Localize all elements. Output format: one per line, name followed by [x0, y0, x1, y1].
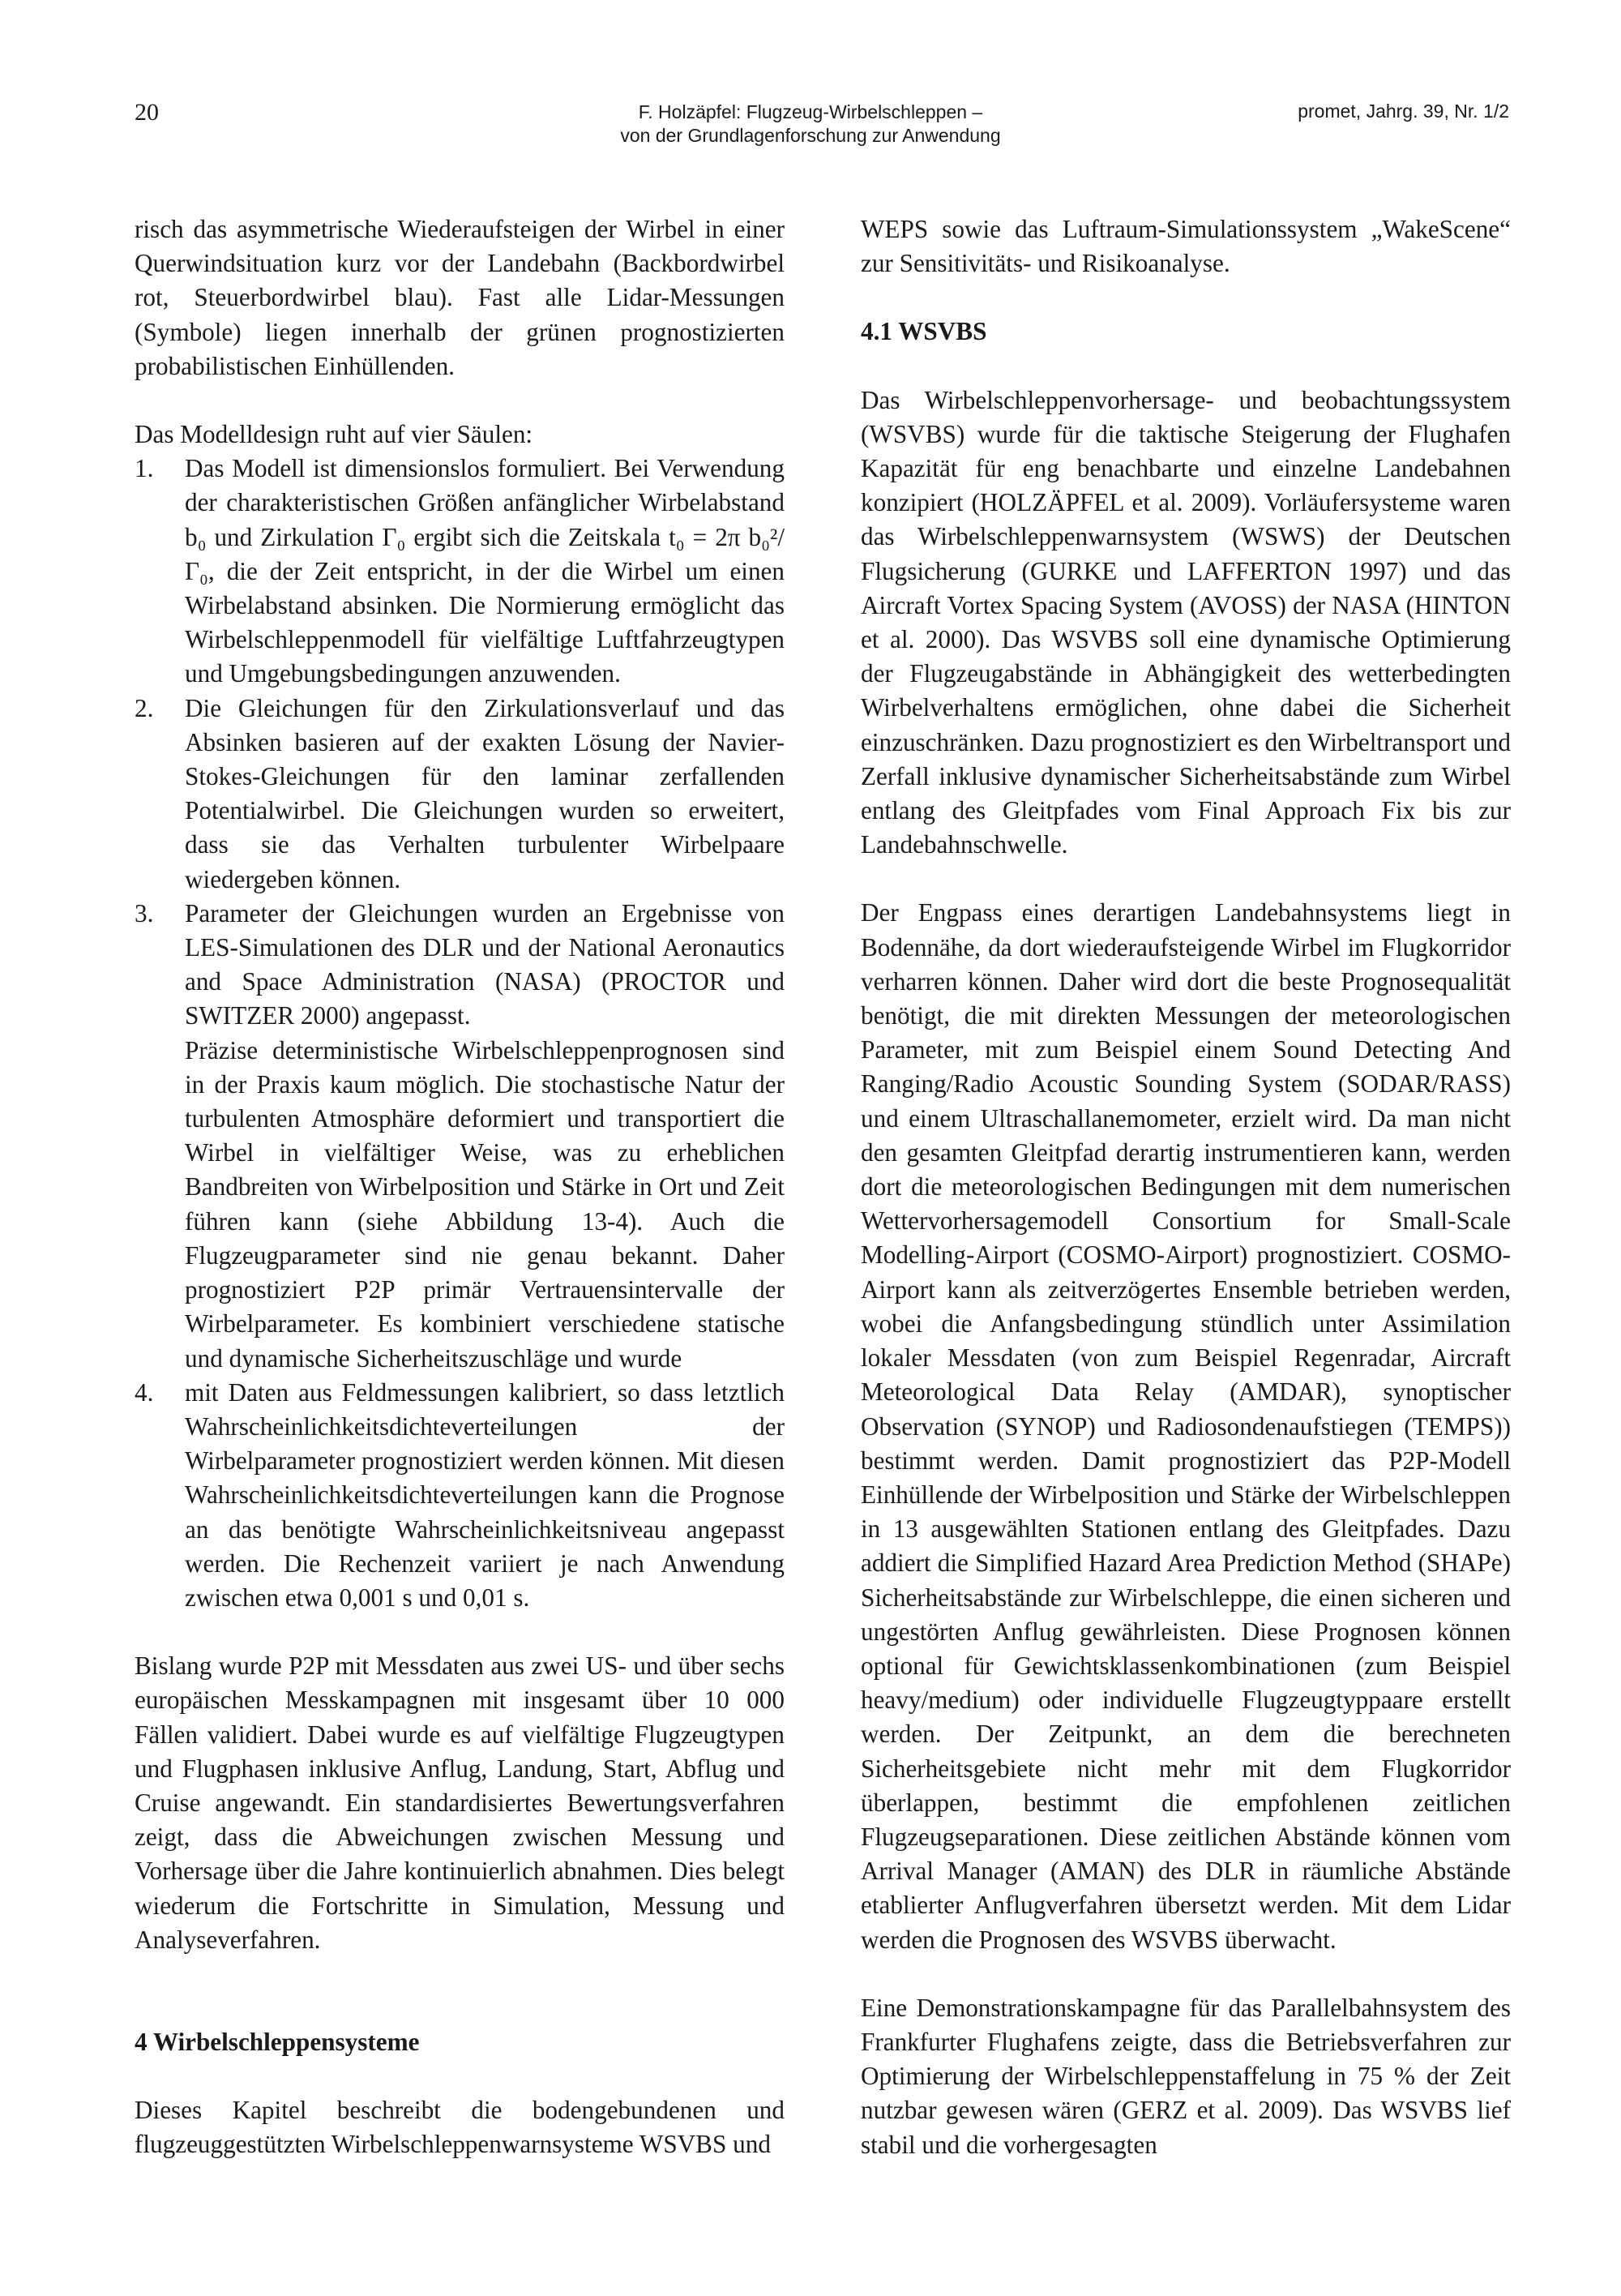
demonstration-paragraph: Eine Demonstrationskampagne für das Parallelbahnsystem des Frankfurter Flughafens zeigte, dass die Betriebsverfahren zur Optimierung der Wirbelschleppenstaffelung in 75 % der Zeit nutzbar gewesen wären (GERZ et al. 2009). Das WSVBS lief stabil und die vorhergesagten [861, 1993, 1511, 2159]
page-number: 20 [135, 99, 159, 126]
list-number: 4. [135, 1377, 154, 1407]
validation-paragraph: Bislang wurde P2P mit Messdaten aus zwei US- und über sechs europäischen Messkampagnen mit insgesamt über 10 000 Fällen validiert. Dabei wurde es auf vielfältige Flugzeugtypen und Flugphasen inklusive Anflug, Landung, Start, Abflug und Cruise angewandt. Ein standardisiertes Bewertungsverfahren zeigt, dass die Abweichungen zwischen Messung und Vorhersage über die Jahre kontinuierlich abnahmen. Dies belegt wiederum die Fortschritte in Simulation, Messung und Analyseverfahren. [135, 1651, 785, 1954]
running-title-line2: von der Grundlagenforschung zur Anwendung [620, 125, 1001, 146]
list-item [135, 452, 785, 691]
list-number: 1. [135, 454, 154, 483]
page-header [0, 99, 1621, 148]
subsection-heading: 4.1 WSVBS [861, 317, 987, 346]
list-text: Das Modell ist dimensionslos formuliert. Bei Verwendung der charakteristischen Größen anfänglicher Wirbelabstand b₀ und Zirkulation Γ₀ ergibt sich die Zeitskala t₀ = 2π b₀²/Γ₀, die der Zeit entspricht, in der die Wirbel um einen Wirbelabstand absinken. Die Normierung ermöglicht das Wirbelschleppenmodell für vielfältige Luftfahrzeugtypen und Umgebungsbedingungen anzuwenden. [185, 454, 785, 688]
section-intro-continuation: WEPS sowie das Luftraum-Simulationssystem „WakeScene“ zur Sensitivitäts- und Risikoanalyse. [861, 215, 1511, 278]
list-number: 2. [135, 693, 154, 722]
list-item [135, 897, 785, 1376]
left-column [135, 212, 785, 2162]
journal-reference: promet, Jahrg. 39, Nr. 1/2 [1298, 101, 1509, 122]
section-intro-paragraph: Dieses Kapitel beschreibt die bodengebundenen und flugzeuggestützten Wirbelschleppenwarnsysteme WSVBS und [135, 2096, 785, 2159]
list-text-continuation: Präzise deterministische Wirbelschleppenprognosen sind in der Praxis kaum möglich. Die stochastische Natur der turbulenten Atmosphäre deformiert und transportiert die Wirbel in vielfältiger Weise, was zu erheblichen Bandbreiten von Wirbelposition und Stärke in Ort und Zeit führen kann (siehe Abbildung 13-4). Auch die Flugzeugparameter sind nie genau bekannt. Daher prognostiziert P2P primär Vertrauensintervalle der Wirbelparameter. Es kombiniert verschiedene statische und dynamische Sicherheitszuschläge und wurde [185, 1035, 785, 1373]
right-column [861, 212, 1511, 2162]
model-design-intro: Das Modelldesign ruht auf vier Säulen: [135, 420, 533, 449]
list-item [135, 692, 785, 897]
model-pillars-list [135, 452, 785, 1615]
list-item [135, 1376, 785, 1615]
list-text: mit Daten aus Feldmessungen kalibriert, so dass letztlich Wahrscheinlichkeitsdichteverteilungen der Wirbelparameter prognostiziert werden können. Mit diesen Wahrscheinlichkeitsdichteverteilungen kann die Prognose an das benötigte Wahrscheinlichkeitsniveau angepasst werden. Die Rechenzeit variiert je nach Anwendung zwischen etwa 0,001 s und 0,01 s. [185, 1377, 785, 1612]
list-text: Die Gleichungen für den Zirkulationsverlauf und das Absinken basieren auf der exakten Lösung der Navier-Stokes-Gleichungen für den laminar zerfallenden Potentialwirbel. Die Gleichungen wurden so erweitert, dass sie das Verhalten turbulenter Wirbelpaare wiedergeben können. [185, 693, 785, 893]
bottleneck-paragraph: Der Engpass eines derartigen Landebahnsystems liegt in Bodennähe, da dort wiederaufsteigende Wirbel im Flugkorridor verharren können. Daher wird dort die beste Prognosequalität benötigt, die mit direkten Messungen der meteorologischen Parameter, mit zum Beispiel einem Sound Detecting And Ranging/Radio Acoustic Sounding System (SODAR/RASS) und einem Ultraschallanemometer, erzielt wird. Da man nicht den gesamten Gleitpfad derartig instrumentieren kann, werden dort die meteorologischen Bedingungen mit dem numerischen Wettervorhersagemodell Consortium for Small-Scale Modelling-Airport (COSMO-Airport) prognostiziert. COSMO-Airport kann als zeitverzögertes Ensemble betrieben werden, wobei die Anfangsbedingung stündlich unter Assimilation lokaler Messdaten (von zum Beispiel Regenradar, Aircraft Meteorological Data Relay (AMDAR), synoptischer Observation (SYNOP) und Radiosondenaufstiegen (TEMPS)) bestimmt werden. Damit prognostiziert das P2P-Modell Einhüllende der Wirbelposition und Stärke der Wirbelschleppen in 13 ausgewählten Stationen entlang des Gleitpfades. Dazu addiert die Simplified Hazard Area Prediction Method (SHAPe) Sicherheitsabstände zur Wirbelschleppe, die einen sicheren und ungestörten Anflug gewährleisten. Diese Prognosen können optional für Gewichtsklassenkombinationen (zum Beispiel heavy/medium) oder individuelle Flugzeugtyppaare erstellt werden. Der Zeitpunkt, an dem die berechneten Sicherheitsgebiete nicht mehr mit dem Flugkorridor überlappen, bestimmt die empfohlenen zeitlichen Flugzeugseparationen. Diese zeitlichen Abstände können vom Arrival Manager (AMAN) des DLR in räumliche Abstände etablierter Anflugverfahren übersetzt werden. Mit dem Lidar werden die Prognosen des WSVBS überwacht. [861, 898, 1511, 1954]
list-text: Parameter der Gleichungen wurden an Ergebnisse von LES-Simulationen des DLR und der National Aeronautics and Space Administration (NASA) (PROCTOR und SWITZER 2000) angepasst. [185, 898, 785, 1030]
section-heading: 4 Wirbelschleppensysteme [135, 2027, 420, 2056]
figure-caption-continuation: risch das asymmetrische Wiederaufsteigen der Wirbel in einer Querwindsituation kurz vor der Landebahn (Backbordwirbel rot, Steuerbordwirbel blau). Fast alle Lidar-Messungen (Symbole) liegen innerhalb der grünen prognostizierten probabilistischen Einhüllenden. [135, 215, 785, 380]
wsvbs-paragraph: Das Wirbelschleppenvorhersage- und beobachtungssystem (WSVBS) wurde für die taktische Steigerung der Flughafen Kapazität für eng benachbarte und einzelne Landebahnen konzipiert (HOLZÄPFEL et al. 2009). Vorläufersysteme waren das Wirbelschleppenwarnsystem (WSWS) der Deutschen Flugsicherung (GURKE und LAFFERTON 1997) und das Aircraft Vortex Spacing System (AVOSS) der NASA (HINTON et al. 2000). Das WSVBS soll eine dynamische Optimierung der Flugzeugabstände in Abhängigkeit des wetterbedingten Wirbelverhaltens ermöglichen, ohne dabei die Sicherheit einzuschränken. Dazu prognostiziert es den Wirbeltransport und Zerfall inklusive dynamischer Sicherheitsabstände zum Wirbel entlang des Gleitpfades vom Final Approach Fix bis zur Landebahnschwelle. [861, 385, 1511, 859]
list-number: 3. [135, 898, 154, 927]
running-title-line1: F. Holzäpfel: Flugzeug-Wirbelschleppen – [638, 101, 983, 122]
